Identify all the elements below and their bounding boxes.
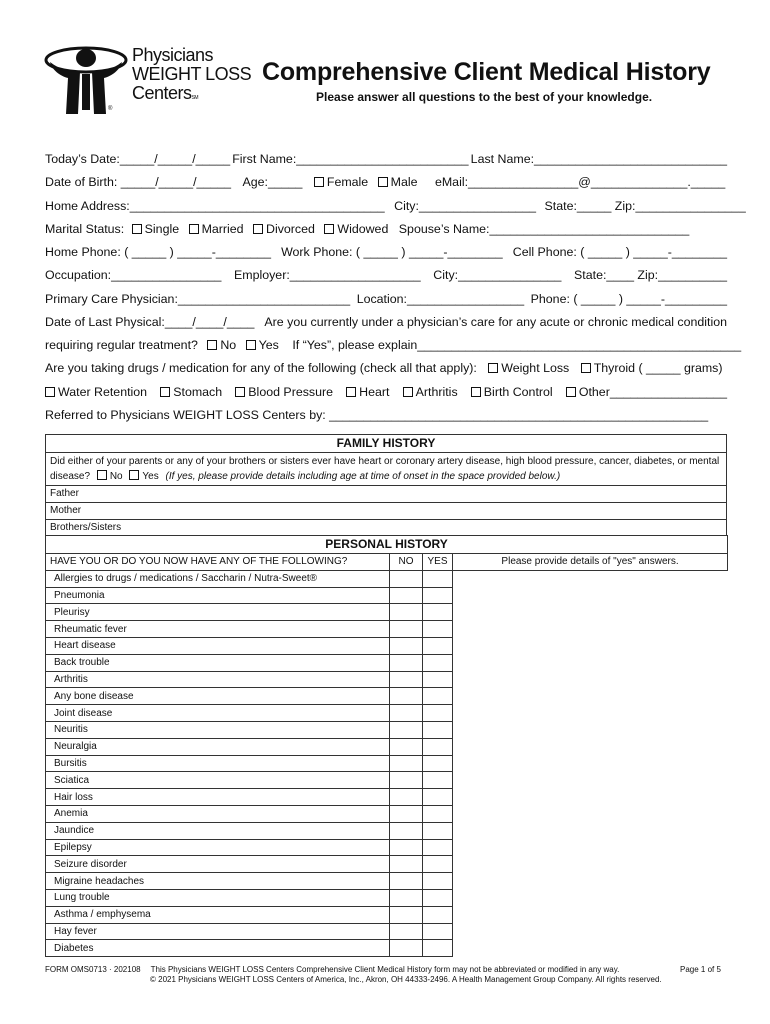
first-name-field[interactable]: First Name:_________________________ (232, 152, 469, 166)
condition-yes-cell[interactable] (423, 587, 453, 604)
condition-no-cell[interactable] (390, 738, 423, 755)
page-number: Page 1 of 5 (680, 965, 721, 974)
table-row (46, 688, 728, 705)
married-label: Married (201, 222, 244, 236)
condition-yes-cell[interactable] (423, 889, 453, 906)
heart-checkbox[interactable] (346, 387, 356, 397)
row-birth (45, 173, 727, 191)
condition-yes-cell[interactable] (423, 940, 453, 957)
family-yes-checkbox[interactable] (129, 470, 139, 480)
treatment-yes-checkbox[interactable] (246, 340, 256, 350)
home-address-field[interactable]: Home Address:_____________________________________ (45, 199, 385, 213)
brand-registered: ® (108, 106, 113, 112)
divorced-label: Divorced (266, 222, 315, 236)
employer-state-zip-field[interactable]: State:____ Zip:__________ (574, 268, 727, 282)
condition-label: Hair loss (46, 789, 390, 806)
condition-no-cell[interactable] (390, 570, 423, 587)
condition-label: Allergies to drugs / medications / Saccharin / Nutra-Sweet® (46, 570, 390, 587)
personal-history-title: PERSONAL HISTORY (46, 536, 728, 554)
table-row (46, 570, 728, 587)
brand-line3: Centers (132, 83, 192, 103)
family-yes-label: Yes (142, 471, 159, 482)
condition-label: Heart disease (46, 637, 390, 654)
condition-label: Any bone disease (46, 688, 390, 705)
condition-yes-cell[interactable] (423, 738, 453, 755)
row-phones (45, 243, 727, 261)
dob-field[interactable]: Date of Birth: _____/_____/_____ (45, 175, 232, 189)
row-referred (45, 406, 727, 424)
medication-question: Are you taking drugs / medication for any of the following (check all that apply): (45, 361, 477, 375)
condition-yes-cell[interactable] (423, 637, 453, 654)
personal-history-table (45, 535, 728, 957)
condition-no-cell[interactable] (390, 873, 423, 890)
condition-no-cell[interactable] (390, 654, 423, 671)
details-header: Please provide details of "yes" answers. (501, 556, 679, 567)
marital-status-label: Marital Status: (45, 222, 125, 236)
condition-label: Diabetes (46, 940, 390, 957)
personal-question-header: HAVE YOU OR DO YOU NOW HAVE ANY OF THE FOLLOWING? (46, 554, 390, 571)
male-checkbox[interactable] (378, 177, 388, 187)
condition-yes-cell[interactable] (423, 906, 453, 923)
condition-yes-cell[interactable] (423, 705, 453, 722)
primary-physician-field[interactable]: Primary Care Physician:_________________________ (45, 292, 351, 306)
condition-label: Asthma / emphysema (46, 906, 390, 923)
table-row (46, 789, 728, 806)
home-phone-field[interactable]: Home Phone: ( _____ ) _____-________ (45, 245, 271, 259)
condition-no-cell[interactable] (390, 889, 423, 906)
family-row-mother[interactable]: Mother (46, 502, 727, 519)
brand-line1: Physicians (132, 45, 214, 65)
row-medication-options (45, 383, 727, 401)
condition-no-cell[interactable] (390, 671, 423, 688)
row-address (45, 197, 746, 215)
table-row (46, 705, 728, 722)
condition-yes-cell[interactable] (423, 721, 453, 738)
condition-label: Epilepsy (46, 839, 390, 856)
table-row (46, 839, 728, 856)
state-zip-field[interactable]: State:_____ Zip:________________ (544, 199, 746, 213)
table-row (46, 587, 728, 604)
condition-yes-cell[interactable] (423, 822, 453, 839)
yes-column-header: YES (423, 554, 453, 571)
row-treatment (45, 336, 742, 354)
no-column-header: NO (390, 554, 423, 571)
condition-yes-cell[interactable] (423, 856, 453, 873)
condition-yes-cell[interactable] (423, 621, 453, 638)
condition-no-cell[interactable] (390, 923, 423, 940)
page-title: Comprehensive Client Medical History (262, 58, 711, 86)
female-checkbox[interactable] (314, 177, 324, 187)
row-physician (45, 290, 727, 308)
other-checkbox[interactable] (566, 387, 576, 397)
birth-control-checkbox[interactable] (471, 387, 481, 397)
condition-label: Back trouble (46, 654, 390, 671)
condition-label: Rheumatic fever (46, 621, 390, 638)
logo-figure-icon (42, 44, 128, 116)
brand-line2: WEIGHT LOSS (132, 64, 252, 84)
family-history-title: FAMILY HISTORY (46, 435, 727, 453)
condition-yes-cell[interactable] (423, 688, 453, 705)
married-checkbox[interactable] (189, 224, 199, 234)
page-subtitle: Please answer all questions to the best of your knowledge. (316, 90, 653, 104)
condition-label: Neuralgia (46, 738, 390, 755)
condition-yes-cell[interactable] (423, 873, 453, 890)
footer-notice-line1: This Physicians WEIGHT LOSS Centers Comprehensive Client Medical History form may not be abbreviated or modified in any way. (150, 965, 620, 974)
physician-phone-field[interactable]: Phone: ( _____ ) _____-_________ (530, 292, 727, 306)
condition-yes-cell[interactable] (423, 570, 453, 587)
age-field[interactable]: Age:_____ (242, 175, 303, 189)
condition-yes-cell[interactable] (423, 772, 453, 789)
condition-label: Joint disease (46, 705, 390, 722)
table-row (46, 755, 728, 772)
condition-no-cell[interactable] (390, 772, 423, 789)
condition-no-cell[interactable] (390, 604, 423, 621)
family-no-checkbox[interactable] (97, 470, 107, 480)
condition-no-cell[interactable] (390, 587, 423, 604)
table-row (46, 621, 728, 638)
treatment-question: requiring regular treatment? (45, 338, 198, 352)
condition-no-cell[interactable] (390, 822, 423, 839)
table-row (46, 637, 728, 654)
row-occupation (45, 266, 727, 284)
family-history-question (46, 453, 727, 486)
single-checkbox[interactable] (132, 224, 142, 234)
birth-control-label: Birth Control (483, 385, 553, 399)
condition-no-cell[interactable] (390, 805, 423, 822)
water-retention-checkbox[interactable] (45, 387, 55, 397)
condition-yes-cell[interactable] (423, 604, 453, 621)
treatment-explain-field[interactable]: If “Yes”, please explain_______________________________________________ (292, 338, 742, 352)
last-physical-field[interactable]: Date of Last Physical:____/____/____ (45, 315, 255, 329)
table-row (46, 738, 728, 755)
condition-label: Pleurisy (46, 604, 390, 621)
row-marital (45, 220, 727, 238)
brand-wordmark (132, 46, 251, 108)
condition-label: Jaundice (46, 822, 390, 839)
condition-yes-cell[interactable] (423, 789, 453, 806)
condition-label: Arthritis (46, 671, 390, 688)
occupation-field[interactable]: Occupation:________________ (45, 268, 222, 282)
heart-label: Heart (359, 385, 390, 399)
condition-label: Anemia (46, 805, 390, 822)
table-row (46, 889, 728, 906)
condition-label: Migraine headaches (46, 873, 390, 890)
stomach-checkbox[interactable] (160, 387, 170, 397)
cell-phone-field[interactable]: Cell Phone: ( _____ ) _____-________ (512, 245, 727, 259)
widowed-label: Widowed (337, 222, 389, 236)
table-row (46, 805, 728, 822)
condition-label: Pneumonia (46, 587, 390, 604)
table-row (46, 873, 728, 890)
spouse-name-field[interactable]: Spouse’s Name:_____________________________ (398, 222, 690, 236)
thyroid-label: Thyroid ( _____ grams) (593, 361, 723, 375)
footer-notice-line2: © 2021 Physicians WEIGHT LOSS Centers of America, Inc., Akron, OH 44333-2496. A Health Management Group Company. All rights reserved. (150, 975, 662, 984)
table-row (46, 604, 728, 621)
condition-yes-cell[interactable] (423, 839, 453, 856)
employer-city-field[interactable]: City:_______________ (433, 268, 562, 282)
yes-details-area[interactable] (453, 554, 728, 571)
footer-notice (150, 965, 662, 985)
condition-label: Hay fever (46, 923, 390, 940)
condition-yes-cell[interactable] (423, 654, 453, 671)
water-retention-label: Water Retention (58, 385, 148, 399)
condition-no-cell[interactable] (390, 688, 423, 705)
todays-date-field[interactable]: Today’s Date:_____/_____/_____ (45, 152, 231, 166)
condition-label: Sciatica (46, 772, 390, 789)
condition-no-cell[interactable] (390, 789, 423, 806)
table-row (46, 906, 728, 923)
row-names (45, 150, 727, 168)
widowed-checkbox[interactable] (324, 224, 334, 234)
male-label: Male (390, 175, 418, 189)
family-history-table (45, 434, 727, 536)
condition-label: Seizure disorder (46, 856, 390, 873)
form-number: FORM OMS0713 · 202108 (45, 965, 141, 974)
condition-no-cell[interactable] (390, 637, 423, 654)
weight-loss-label: Weight Loss (501, 361, 570, 375)
email-field[interactable]: eMail:________________@______________._____ (434, 175, 726, 189)
arthritis-checkbox[interactable] (403, 387, 413, 397)
condition-no-cell[interactable] (390, 755, 423, 772)
condition-no-cell[interactable] (390, 856, 423, 873)
condition-yes-cell[interactable] (423, 923, 453, 940)
condition-no-cell[interactable] (390, 721, 423, 738)
table-row (46, 772, 728, 789)
last-name-field[interactable]: Last Name:____________________________ (470, 152, 727, 166)
treatment-no-label: No (220, 338, 237, 352)
treatment-no-checkbox[interactable] (207, 340, 217, 350)
referred-by-field[interactable]: Referred to Physicians WEIGHT LOSS Centers by: _______________________________________________________ (45, 408, 709, 422)
table-row (46, 940, 728, 957)
table-row (46, 822, 728, 839)
family-no-label: No (109, 471, 123, 482)
condition-label: Bursitis (46, 755, 390, 772)
blood-pressure-label: Blood Pressure (248, 385, 334, 399)
table-row (46, 721, 728, 738)
city-field[interactable]: City:_________________ (394, 199, 537, 213)
blood-pressure-checkbox[interactable] (235, 387, 245, 397)
condition-yes-cell[interactable] (423, 805, 453, 822)
family-question-text: Did either of your parents or any of your brothers or sisters ever have heart or coronary artery disease, high blood pressure, cancer, diabetes, or mental disease? (50, 456, 720, 482)
condition-no-cell[interactable] (390, 940, 423, 957)
row-last-physical (45, 313, 727, 331)
condition-yes-cell[interactable] (423, 755, 453, 772)
employer-field[interactable]: Employer:___________________ (233, 268, 421, 282)
thyroid-checkbox[interactable] (581, 363, 591, 373)
physician-care-question: Are you currently under a physician’s care for any acute or chronic medical condition (264, 315, 727, 329)
row-medication (45, 359, 727, 377)
condition-no-cell[interactable] (390, 906, 423, 923)
condition-no-cell[interactable] (390, 705, 423, 722)
family-row-father[interactable]: Father (46, 486, 727, 503)
work-phone-field[interactable]: Work Phone: ( _____ ) _____-________ (281, 245, 503, 259)
table-row (46, 856, 728, 873)
condition-no-cell[interactable] (390, 839, 423, 856)
family-row-siblings[interactable]: Brothers/Sisters (46, 519, 727, 536)
arthritis-label: Arthritis (415, 385, 458, 399)
table-row (46, 923, 728, 940)
table-row (46, 671, 728, 688)
table-row (46, 654, 728, 671)
condition-label: Lung trouble (46, 889, 390, 906)
condition-label: Neuritis (46, 721, 390, 738)
divorced-checkbox[interactable] (253, 224, 263, 234)
conditions-list (46, 570, 728, 956)
condition-yes-cell[interactable] (423, 671, 453, 688)
stomach-label: Stomach (173, 385, 223, 399)
female-label: Female (326, 175, 369, 189)
condition-no-cell[interactable] (390, 621, 423, 638)
physician-location-field[interactable]: Location:_________________ (356, 292, 525, 306)
brand-sm: SM (191, 95, 199, 101)
brand-logo (42, 44, 252, 116)
treatment-yes-label: Yes (258, 338, 279, 352)
family-note: (If yes, please provide details including age at time of onset in the space provided below.) (165, 471, 561, 482)
single-label: Single (144, 222, 180, 236)
other-field[interactable]: Other_________________ (578, 385, 727, 399)
weight-loss-checkbox[interactable] (488, 363, 498, 373)
